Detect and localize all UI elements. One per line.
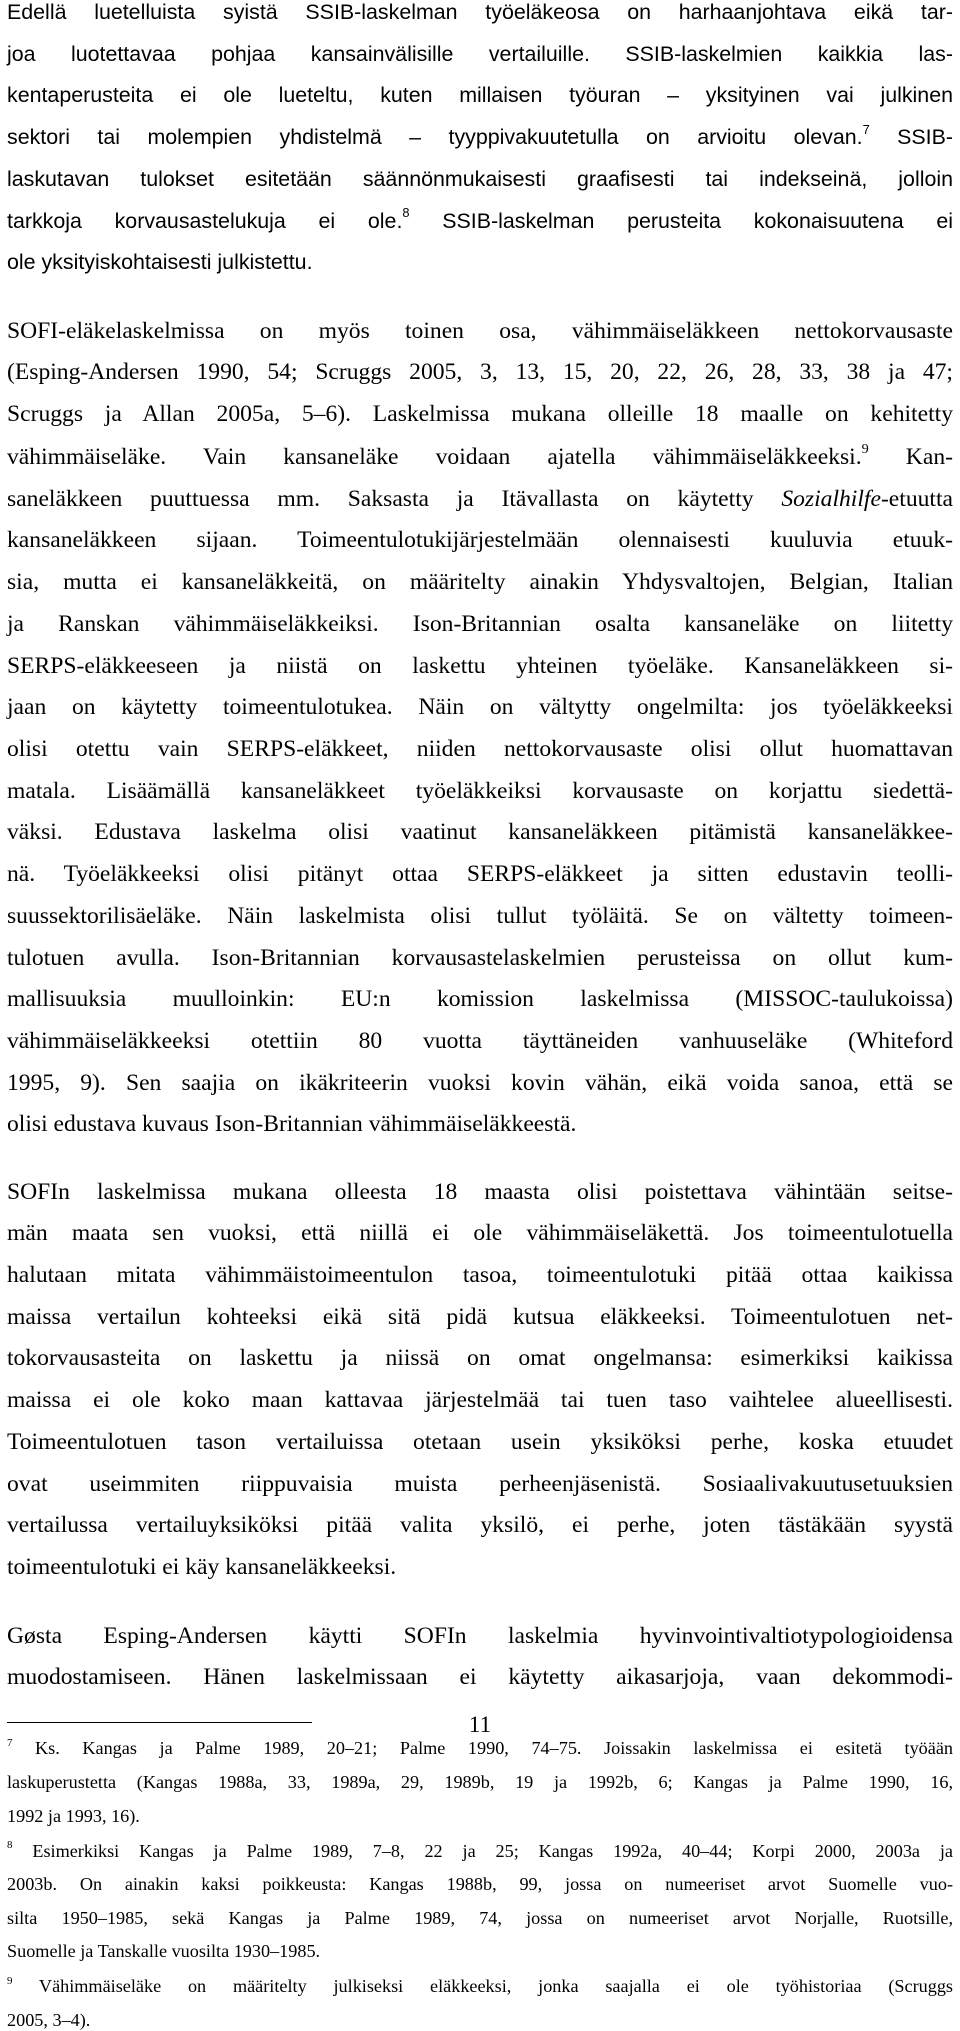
footnote-line: 2005, 3–4). xyxy=(7,2010,91,2030)
text-line: toimeentulotuki ei käy kansaneläkkeeksi. xyxy=(7,1554,397,1580)
text-line: vähimmäiseläkkeeksi otettiin 80 vuotta täyttäneiden vanhuuseläke (Whiteford xyxy=(7,1027,953,1054)
page-number: 11 xyxy=(468,1712,492,1737)
text-line: matala. Lisäämällä kansaneläkkeet työeläkkeiksi korvausaste on korjattu siedettä- xyxy=(7,777,953,804)
footnote-ref-7: 7 xyxy=(862,122,870,138)
text-line: vertailussa vertailuyksiköksi pitää valita yksilö, ei perhe, joten tästäkään syystä xyxy=(7,1512,953,1539)
footnote-mark: 9 xyxy=(7,1974,13,1987)
text-line: (Esping-Andersen 1990, 54; Scruggs 2005, 3, 13, 15, 20, 22, 26, 28, 33, 38 ja 47; xyxy=(7,359,953,386)
text-line: jaan on käytetty toimeentulotukea. Näin on vältytty ongelmilta: jos työeläkkeeksi xyxy=(7,694,953,721)
text-line: sia, mutta ei kansaneläkkeitä, on määritelty ainakin Yhdysvaltojen, Belgian, Italian xyxy=(7,569,953,596)
text-line: halutaan mitata vähimmäistoimeentulon tasoa, toimeentulotuki pitää ottaa kaikissa xyxy=(7,1262,953,1288)
text-line: joa luotettavaa pohjaa kansainvälisille vertailuille. SSIB-laskelmien kaikkia las- xyxy=(7,41,953,66)
text-line: maissa ei ole koko maan kattavaa järjestelmää tai tuen taso vaihtelee alueellisesti. xyxy=(7,1387,953,1414)
text-line: Edellä luetelluista syistä SSIB-laskelman työeläkeosa on harhaanjohtava eikä tar- xyxy=(7,0,953,24)
text-line: Scruggs ja Allan 2005a, 5–6). Laskelmissa mukana olleille 18 maalle on kehitetty xyxy=(7,400,953,427)
footnote-line: silta 1950–1985, sekä Kangas ja Palme 1989, 74, jossa on numeeriset arvot Norjalle, Ruotsille, xyxy=(7,1907,953,1928)
footnote-line: Suomelle ja Tanskalle vuosilta 1930–1985. xyxy=(7,1941,321,1962)
footnote-line: 2003b. On ainakin kaksi poikkeusta: Kangas 1988b, 99, jossa on numeeriset arvot Suomelle vuo- xyxy=(7,1874,953,1895)
footnote-8: $^8$ Esimerkiksi Kangas ja Palme 1989, 7–8, 22 ja 25; Kangas 1992a, 40–44; Korpi 2000, 2003a ja xyxy=(7,1838,953,1861)
text-line: Toimeentulotuen tason vertailuissa otetaan usein yksiköksi perhe, koska etuudet xyxy=(7,1428,953,1455)
footnote-mark: 8 xyxy=(7,1838,13,1851)
text-line: SERPS-eläkkeeseen ja niistä on laskettu yhteinen työeläke. Kansaneläkkeen si- xyxy=(7,652,953,679)
text-line: SOFIn laskelmissa mukana olleesta 18 maasta olisi poistettava vähintään seitse- xyxy=(7,1178,953,1205)
text-line: tokorvausasteita on laskettu ja niissä on omat ongelmansa: esimerkiksi kaikissa xyxy=(7,1345,953,1372)
text-line: tarkkoja korvausastelukuja ei ole.$^8$ SSIB-laskelman perusteita kokonaisuutena ei xyxy=(7,205,953,233)
text-line: kentaperusteita ei ole lueteltu, kuten millaisen työuran – yksityinen vai julkinen xyxy=(7,83,953,108)
text-line: ja Ranskan vähimmäiseläkkeiksi. Ison-Britannian osalta kansaneläke on liitetty xyxy=(7,610,953,637)
footnote-7: $^7$ Ks. Kangas ja Palme 1989, 20–21; Palme 1990, 74–75. Joissakin laskelmissa ei esitetä työään xyxy=(7,1736,953,1759)
text-line: Gøsta Esping-Andersen käytti SOFIn laskelmia hyvinvointivaltiotypologioidensa xyxy=(7,1622,953,1649)
text-line: kansaneläkkeen sijaan. Toimeentulotukijärjestelmään olennaisesti kuuluvia etuuk- xyxy=(7,527,953,554)
footnote-9: $^9$ Vähimmäiseläke on määritelty julkiseksi eläkkeeksi, jonka saajalla ei ole työhistoriaa (Scruggs xyxy=(7,1974,953,1997)
text-line: ole yksityiskohtaisesti julkistettu. xyxy=(7,250,313,275)
text-line: saneläkkeen puuttuessa mm. Saksasta ja Itävallasta on käytetty Sozialhilfe-etuutta xyxy=(7,485,953,512)
text-line: suussektorilisäeläke. Näin laskelmista olisi tullut työläitä. Se on vältetty toimeen- xyxy=(7,902,953,929)
text-line: tulotuen avulla. Ison-Britannian korvausastelaskelmien perusteissa on ollut kum- xyxy=(7,944,953,971)
text-line: nä. Työeläkkeeksi olisi pitänyt ottaa SERPS-eläkkeet ja sitten edustavin teolli- xyxy=(7,861,953,888)
text-line: ovat useimmiten riippuvaisia muista perheenjäsenistä. Sosiaalivakuutusetuuksien xyxy=(7,1470,953,1497)
text-line: väksi. Edustava laskelma olisi vaatinut kansaneläkkeen pitämistä kansaneläkkee- xyxy=(7,819,953,846)
text-line: olisi otettu vain SERPS-eläkkeet, niiden nettokorvausaste olisi ollut huomattavan xyxy=(7,735,953,762)
emphasis-sozialhilfe: Sozialhilfe xyxy=(781,485,881,512)
text-line: vähimmäiseläke. Vain kansaneläke voidaan ajatella vähimmäiseläkkeeksi.$^9$ Kan- xyxy=(7,441,953,470)
footnote-ref-8: 8 xyxy=(402,205,410,221)
footnote-line: 1992 ja 1993, 16). xyxy=(7,1805,140,1826)
text-line: laskutavan tulokset esitetään säännönmukaisesti graafisesti tai indekseinä, jolloin xyxy=(7,166,953,191)
text-line: maissa vertailun kohteeksi eikä sitä pidä kutsua eläkkeeksi. Toimeentulotuen net- xyxy=(7,1303,953,1330)
text-line: olisi edustava kuvaus Ison-Britannian vähimmäiseläkkeestä. xyxy=(7,1111,577,1138)
text-line: mallisuuksia muulloinkin: EU:n komission laskelmissa (MISSOC-taulukoissa) xyxy=(7,986,953,1013)
text-line: SOFI-eläkelaskelmissa on myös toinen osa, vähimmäiseläkkeen nettokorvausaste xyxy=(7,317,953,344)
footnote-mark: 7 xyxy=(7,1736,13,1749)
text-line: 1995, 9). Sen saajia on ikäkriteerin vuoksi kovin vähän, eikä voida sanoa, että se xyxy=(7,1069,953,1096)
text-line: muodostamiseen. Hänen laskelmissaan ei käytetty aikasarjoja, vaan dekommodi- xyxy=(7,1664,953,1691)
footnote-ref-9: 9 xyxy=(861,441,869,458)
text-line: män maata sen vuoksi, että niillä ei ole vähimmäiseläkettä. Jos toimeentulotuella xyxy=(7,1220,953,1247)
footnote-line: laskuperustetta (Kangas 1988a, 33, 1989a, 29, 1989b, 19 ja 1992b, 6; Kangas ja Palme 1990, 16, xyxy=(7,1771,953,1792)
text-line: sektori tai molempien yhdistelmä – tyyppivakuutetulla on arvioitu olevan.$^7$ SSIB- xyxy=(7,122,954,150)
